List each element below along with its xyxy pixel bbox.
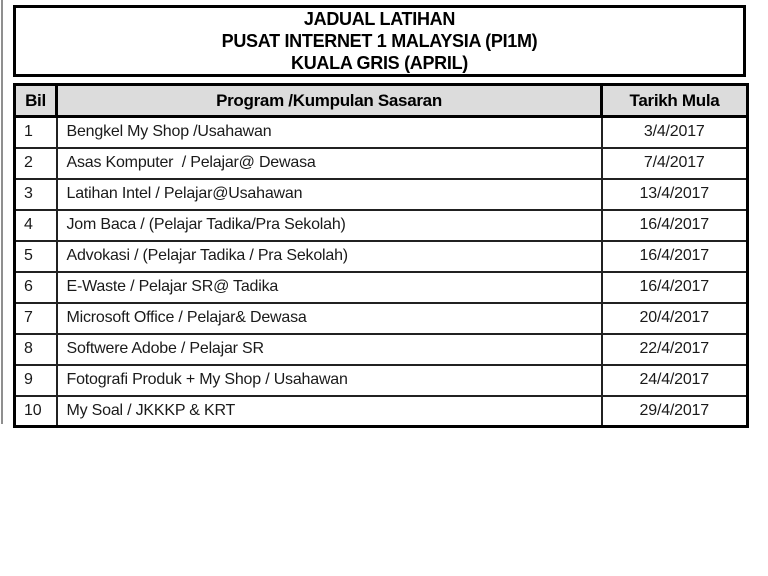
program-cell: My Soal / JKKKP & KRT (57, 396, 602, 427)
program-cell: Asas Komputer / Pelajar@ Dewasa (57, 148, 602, 179)
title-line-2: PUSAT INTERNET 1 MALAYSIA (PI1M) (221, 31, 538, 51)
program-cell: Microsoft Office / Pelajar& Dewasa (57, 303, 602, 334)
bil-cell: 9 (15, 365, 57, 396)
date-cell: 16/4/2017 (602, 210, 748, 241)
title-line-3: KUALA GRIS (APRIL) (291, 53, 468, 73)
table-row (15, 272, 748, 303)
date-cell: 16/4/2017 (602, 241, 748, 272)
column-header-program: Program /Kumpulan Sasaran (57, 85, 602, 117)
table-row (15, 396, 748, 427)
header-row (15, 85, 748, 117)
date-cell: 20/4/2017 (602, 303, 748, 334)
program-cell: Advokasi / (Pelajar Tadika / Pra Sekolah) (57, 241, 602, 272)
table-row (15, 117, 748, 148)
bil-cell: 2 (15, 148, 57, 179)
program-cell: Jom Baca / (Pelajar Tadika/Pra Sekolah) (57, 210, 602, 241)
table-row (15, 148, 748, 179)
table-row (15, 179, 748, 210)
date-cell: 22/4/2017 (602, 334, 748, 365)
bil-cell: 4 (15, 210, 57, 241)
bil-cell: 6 (15, 272, 57, 303)
bil-cell: 10 (15, 396, 57, 427)
date-cell: 3/4/2017 (602, 117, 748, 148)
left-edge-artifact-line (1, 0, 3, 424)
table-row (15, 210, 748, 241)
program-cell: E-Waste / Pelajar SR@ Tadika (57, 272, 602, 303)
title-line-1: JADUAL LATIHAN (303, 9, 456, 29)
bil-cell: 5 (15, 241, 57, 272)
training-schedule-table (13, 83, 749, 428)
title-box (13, 5, 746, 77)
table-row (15, 365, 748, 396)
bil-cell: 3 (15, 179, 57, 210)
program-cell: Softwere Adobe / Pelajar SR (57, 334, 602, 365)
table-row (15, 303, 748, 334)
date-cell: 24/4/2017 (602, 365, 748, 396)
column-header-bil: Bil (15, 85, 57, 117)
program-cell: Bengkel My Shop /Usahawan (57, 117, 602, 148)
bil-cell: 1 (15, 117, 57, 148)
bil-cell: 7 (15, 303, 57, 334)
bil-cell: 8 (15, 334, 57, 365)
date-cell: 7/4/2017 (602, 148, 748, 179)
date-cell: 13/4/2017 (602, 179, 748, 210)
table-row (15, 334, 748, 365)
program-cell: Fotografi Produk + My Shop / Usahawan (57, 365, 602, 396)
table-row (15, 241, 748, 272)
date-cell: 16/4/2017 (602, 272, 748, 303)
date-cell: 29/4/2017 (602, 396, 748, 427)
column-header-tarikh-mula: Tarikh Mula (602, 85, 748, 117)
program-cell: Latihan Intel / Pelajar@Usahawan (57, 179, 602, 210)
